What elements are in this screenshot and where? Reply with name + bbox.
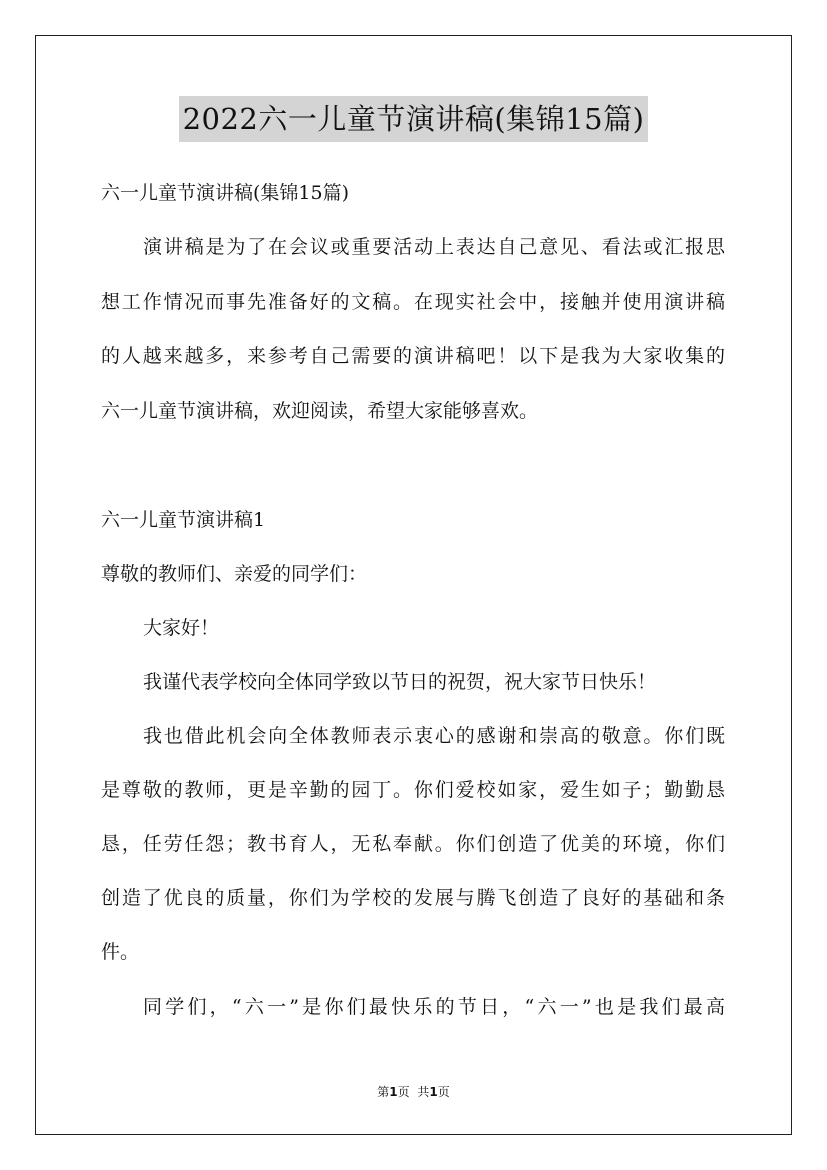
page-number: 1 [389,1085,398,1099]
total-suffix: 页 [437,1085,450,1099]
paragraph-line: 是尊敬的教师，更是辛勤的园丁。你们爱校如家，爱生如子；勤勤恳 [101,779,725,801]
total-prefix: 共 [417,1085,430,1099]
intro-line: 演讲稿是为了在会议或重要活动上表达自己意见、看法或汇报思 [143,236,725,258]
title-container [0,96,827,142]
paragraph-line: 我也借此机会向全体教师表示衷心的感谢和崇高的敬意。你们既 [143,725,725,747]
intro-line: 想工作情况而事先准备好的文稿。在现实社会中，接触并使用演讲稿 [101,291,725,313]
document-title: 2022六一儿童节演讲稿(集锦15篇) [179,96,649,142]
salutation: 尊敬的教师们、亲爱的同学们： [101,563,368,585]
paragraph-line: 同学们，“六一”是你们最快乐的节日，“六一”也是我们最高 [143,996,725,1018]
intro-line: 的人越来越多，来参考自己需要的演讲稿吧！以下是我为大家收集的 [101,345,725,367]
document-subtitle: 六一儿童节演讲稿(集锦15篇) [101,182,350,204]
section-heading: 六一儿童节演讲稿1 [101,509,266,531]
paragraph-line: 件。 [101,941,140,963]
paragraph-line: 创造了优良的质量，你们为学校的发展与腾飞创造了良好的基础和条 [101,887,725,909]
total-pages: 1 [429,1085,438,1099]
paragraph-line: 恳，任劳任怨；教书育人，无私奉献。你们创造了优美的环境，你们 [101,833,725,855]
page-suffix: 页 [397,1085,410,1099]
page-footer [0,1083,827,1100]
greeting: 大家好！ [143,617,220,639]
paragraph-line: 我谨代表学校向全体同学致以节日的祝贺，祝大家节日快乐！ [143,671,657,693]
page-prefix: 第 [377,1085,390,1099]
intro-line: 六一儿童节演讲稿，欢迎阅读，希望大家能够喜欢。 [101,400,539,422]
